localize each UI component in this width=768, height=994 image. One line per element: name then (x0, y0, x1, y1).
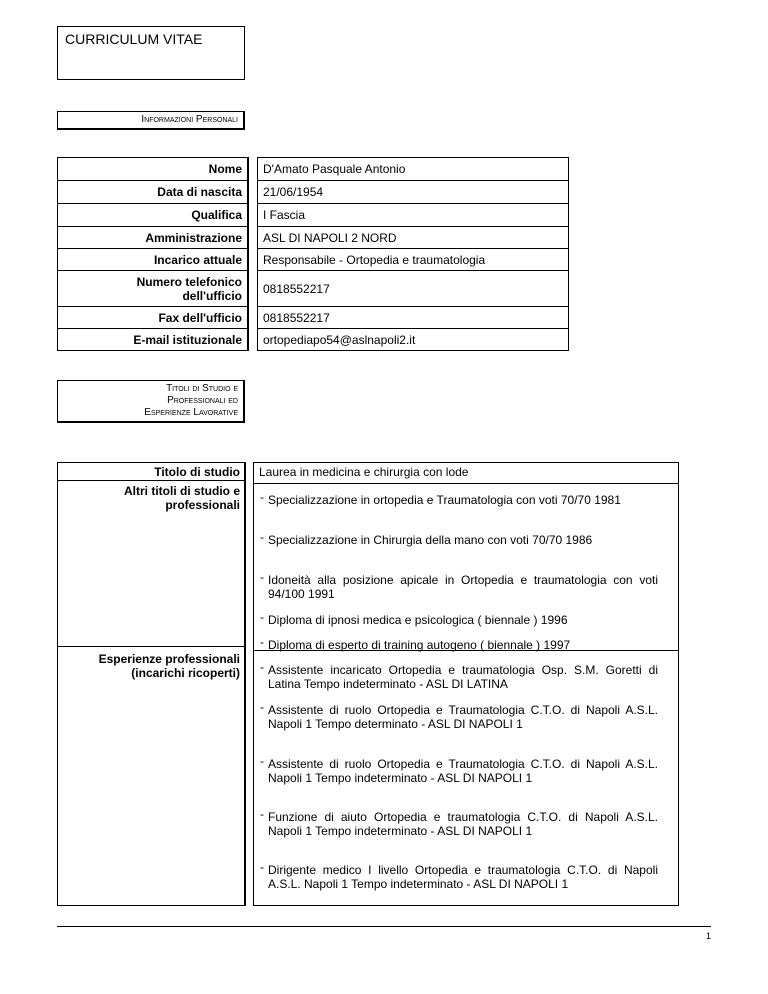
frame-right (678, 462, 679, 906)
esperienze-item-text: Assistente di ruolo Ortopedia e Traumatologia C.T.O. di Napoli A.S.L. Napoli 1 Tempo determinato - ASL DI NAPOLI 1 (268, 703, 658, 731)
value-incarico: Responsabile - Ortopedia e traumatologia (258, 249, 569, 271)
esperienze-item (260, 660, 658, 691)
label-nome: Nome (58, 158, 249, 181)
bullet-dash: - (260, 660, 264, 674)
frame-top-right (253, 462, 679, 463)
section-titoli-esperienze (57, 380, 245, 423)
bullet-dash: - (260, 490, 264, 504)
cv-title: CURRICULUM VITAE (65, 31, 203, 47)
value-fax: 0818552217 (258, 307, 569, 329)
value-amministrazione: ASL DI NAPOLI 2 NORD (258, 227, 569, 249)
altri-item-text: Diploma di esperto di training autogeno ( biennale ) 1997 (268, 638, 571, 652)
label-amministrazione: Amministrazione (58, 227, 249, 249)
row-email (58, 329, 569, 351)
altri-item (260, 610, 658, 627)
altri-item (260, 530, 658, 547)
altri-item (260, 570, 658, 601)
row-amministrazione (58, 227, 569, 249)
section-personal-info-label: Informazioni Personali (141, 114, 238, 125)
section2-line2: Professionali ed (167, 395, 238, 406)
section-personal-info (57, 111, 245, 130)
value-email: ortopediapo54@aslnapoli2.it (258, 329, 569, 351)
value-data-nascita: 21/06/1954 (258, 181, 569, 204)
esperienze-item (260, 807, 658, 838)
frame-mid-left (244, 462, 246, 906)
bullet-dash: - (260, 610, 264, 624)
label-email: E-mail istituzionale (58, 329, 249, 351)
label-fax: Fax dell'ufficio (58, 307, 249, 329)
frame-bottom-right (253, 905, 679, 906)
bullet-dash: - (260, 570, 264, 584)
row-nome (58, 158, 569, 181)
label-altri-titoli: Altri titoli di studio e professionali (124, 484, 240, 512)
bullet-dash: - (260, 700, 264, 714)
altri-item (260, 635, 658, 652)
altri-item-text: Idoneità alla posizione apicale in Ortopedia e traumatologia con voti 94/100 1991 (268, 573, 658, 601)
label-titolo-studio: Titolo di studio (154, 465, 240, 479)
esperienze-item (260, 860, 658, 891)
value-qualifica: I Fascia (258, 204, 569, 227)
frame-row-sep-r1 (253, 483, 679, 484)
page-number: 1 (705, 931, 711, 941)
altri-item-text: Specializzazione in ortopedia e Traumatologia con voti 70/70 1981 (268, 493, 621, 507)
label-data-nascita: Data di nascita (58, 181, 249, 204)
frame-left (57, 462, 58, 906)
label-incarico: Incarico attuale (58, 249, 249, 271)
section2-line3: Esperienze Lavorative (144, 407, 238, 418)
bullet-dash: - (260, 530, 264, 544)
footer-rule (57, 926, 711, 927)
frame-bottom-left (57, 905, 246, 906)
bullet-dash: - (260, 754, 264, 768)
value-nome: D'Amato Pasquale Antonio (258, 158, 569, 181)
row-telefono (58, 271, 569, 307)
esperienze-item-text: Assistente di ruolo Ortopedia e Traumatologia C.T.O. di Napoli A.S.L. Napoli 1 Tempo indeterminato - ASL DI NAPOLI 1 (268, 757, 658, 785)
altri-item-text: Specializzazione in Chirurgia della mano con voti 70/70 1986 (268, 533, 593, 547)
value-titolo-studio: Laurea in medicina e chirurgia con lode (259, 465, 469, 479)
frame-row-sep-1 (57, 480, 246, 481)
row-data-nascita (58, 181, 569, 204)
section2-line1: Titoli di Studio e (166, 383, 238, 394)
altri-item (260, 490, 658, 507)
altri-item-text: Diploma di ipnosi medica e psicologica ( biennale ) 1996 (268, 613, 568, 627)
frame-right-left (253, 462, 254, 906)
row-incarico (58, 249, 569, 271)
esperienze-item-text: Dirigente medico I livello Ortopedia e traumatologia C.T.O. di Napoli A.S.L. Napoli 1 Tempo indeterminato - ASL DI NAPOLI 1 (268, 863, 658, 891)
frame-top-left (57, 462, 245, 463)
label-qualifica: Qualifica (58, 204, 249, 227)
cv-title-box (57, 26, 245, 80)
label-telefono (58, 271, 249, 307)
esperienze-item-text: Funzione di aiuto Ortopedia e traumatologia C.T.O. di Napoli A.S.L. Napoli 1 Tempo indeterminato - ASL DI NAPOLI 1 (268, 810, 658, 838)
row-fax (58, 307, 569, 329)
esperienze-item (260, 754, 658, 785)
esperienze-item-text: Assistente incaricato Ortopedia e traumatologia Osp. S.M. Goretti di Latina Tempo indeterminato - ASL DI LATINA (268, 663, 658, 691)
bullet-dash: - (260, 860, 264, 874)
row-qualifica (58, 204, 569, 227)
bullet-dash: - (260, 807, 264, 821)
esperienze-item (260, 700, 658, 731)
label-esperienze: Esperienze professionali (incarichi ricoperti) (98, 652, 240, 680)
value-telefono: 0818552217 (258, 271, 569, 307)
personal-info-table (57, 157, 569, 351)
label-telefono-text: Numero telefonico dell'ufficio (136, 274, 242, 303)
frame-row-sep-2 (57, 646, 246, 647)
bullet-dash: - (260, 635, 264, 649)
